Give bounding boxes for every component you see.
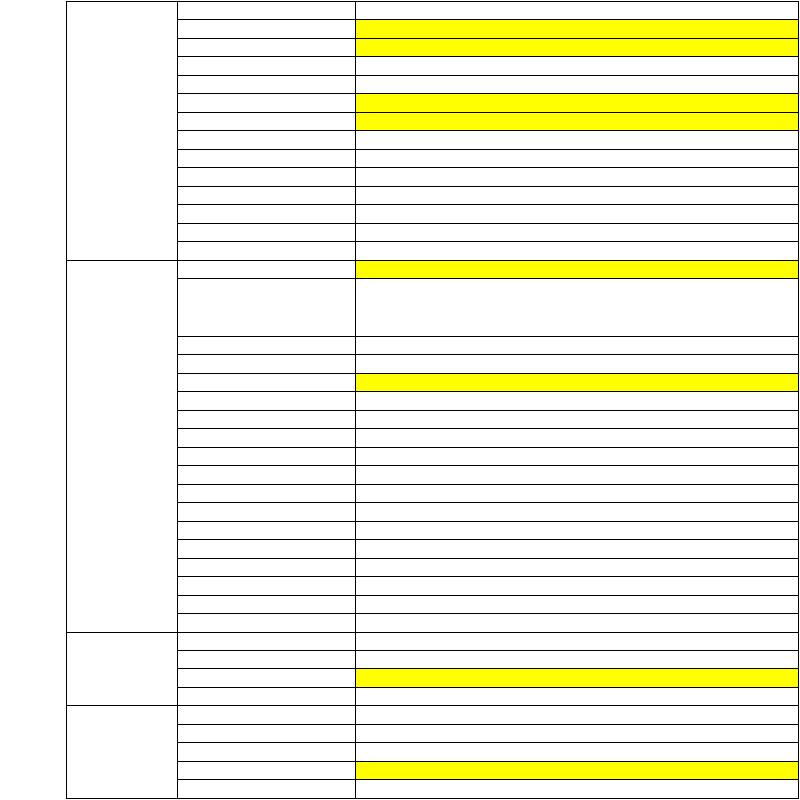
spec-value	[356, 466, 799, 484]
spec-value	[356, 521, 799, 539]
spec-key	[178, 577, 356, 595]
spec-key	[178, 410, 356, 428]
spec-key	[178, 336, 356, 354]
spec-key	[178, 503, 356, 521]
spec-key	[178, 595, 356, 613]
spec-value	[356, 429, 799, 447]
spec-key	[178, 186, 356, 204]
spec-key	[178, 614, 356, 632]
spec-value	[356, 484, 799, 502]
spec-value	[356, 410, 799, 428]
spec-key	[178, 205, 356, 223]
spec-key	[178, 632, 356, 650]
spec-key	[178, 57, 356, 75]
spec-key	[178, 447, 356, 465]
spec-key	[178, 761, 356, 779]
spec-key	[178, 279, 356, 337]
spec-row	[67, 2, 799, 20]
spec-value	[356, 336, 799, 354]
spec-value	[356, 577, 799, 595]
spec-key	[178, 20, 356, 38]
spec-key	[178, 558, 356, 576]
spec-value	[356, 632, 799, 650]
spec-value	[356, 743, 799, 761]
spec-value	[356, 503, 799, 521]
spec-value	[356, 260, 799, 278]
spec-key	[178, 687, 356, 705]
spec-key	[178, 743, 356, 761]
spec-row	[67, 706, 799, 724]
spec-key	[178, 75, 356, 93]
spec-key	[178, 521, 356, 539]
spec-key	[178, 669, 356, 687]
spec-table	[66, 1, 799, 799]
spec-key	[178, 94, 356, 112]
section-label	[67, 632, 178, 706]
spec-value	[356, 540, 799, 558]
spec-value	[356, 614, 799, 632]
spec-value	[356, 392, 799, 410]
spec-key	[178, 706, 356, 724]
spec-row	[67, 260, 799, 278]
spec-table-body	[67, 2, 799, 799]
spec-key	[178, 484, 356, 502]
spec-key	[178, 260, 356, 278]
spec-value	[356, 242, 799, 260]
spec-key	[178, 780, 356, 799]
spec-value	[356, 595, 799, 613]
spec-value	[356, 131, 799, 149]
spec-value	[356, 186, 799, 204]
spec-key	[178, 540, 356, 558]
spec-key	[178, 149, 356, 167]
spec-value	[356, 780, 799, 799]
spec-value	[356, 687, 799, 705]
section-label	[67, 260, 178, 632]
spec-value	[356, 651, 799, 669]
spec-value	[356, 706, 799, 724]
spec-value	[356, 94, 799, 112]
spec-row	[67, 632, 799, 650]
spec-value	[356, 558, 799, 576]
spec-key	[178, 2, 356, 20]
spec-key	[178, 131, 356, 149]
spec-value	[356, 205, 799, 223]
spec-value	[356, 75, 799, 93]
spec-value	[356, 669, 799, 687]
spec-value	[356, 373, 799, 391]
spec-value	[356, 2, 799, 20]
spec-key	[178, 429, 356, 447]
spec-key	[178, 112, 356, 130]
spec-key	[178, 651, 356, 669]
spec-key	[178, 373, 356, 391]
spec-value	[356, 168, 799, 186]
spec-key	[178, 355, 356, 373]
spec-value	[356, 149, 799, 167]
spec-value	[356, 57, 799, 75]
section-label	[67, 706, 178, 799]
section-label	[67, 2, 178, 261]
spec-value	[356, 447, 799, 465]
spec-key	[178, 466, 356, 484]
spec-value	[356, 223, 799, 241]
spec-key	[178, 724, 356, 742]
spec-value	[356, 724, 799, 742]
spec-value	[356, 279, 799, 337]
spec-key	[178, 392, 356, 410]
spec-value	[356, 761, 799, 779]
spec-value	[356, 112, 799, 130]
spec-value	[356, 355, 799, 373]
spec-key	[178, 223, 356, 241]
spec-key	[178, 38, 356, 56]
spec-key	[178, 168, 356, 186]
spec-key	[178, 242, 356, 260]
spec-value	[356, 38, 799, 56]
spec-value	[356, 20, 799, 38]
